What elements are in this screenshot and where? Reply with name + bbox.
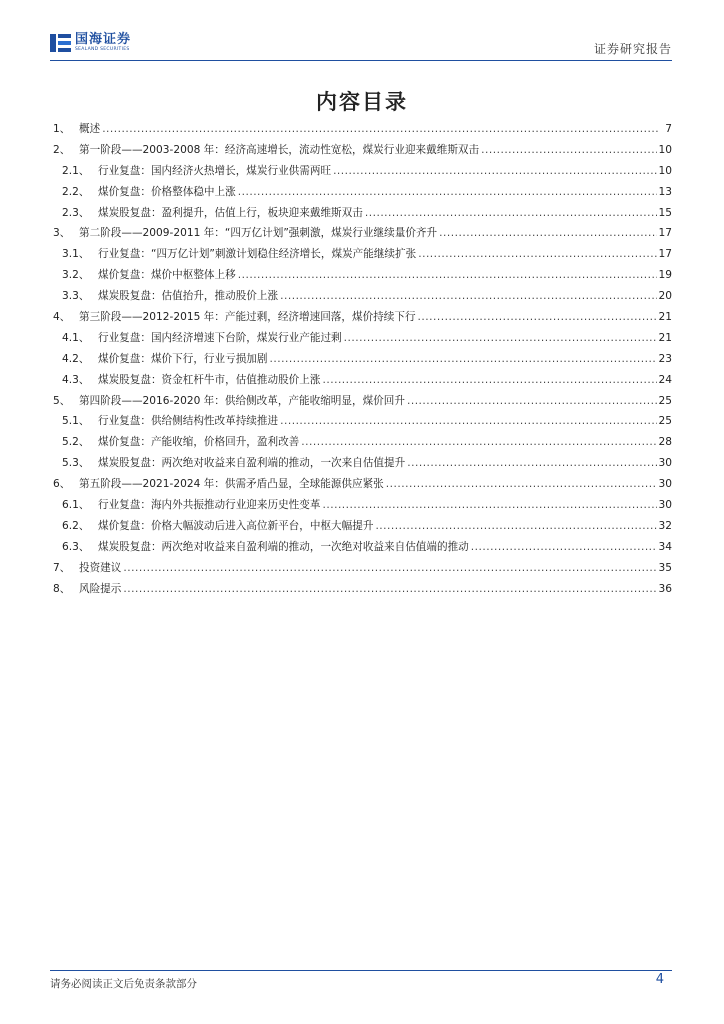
toc-dot-leader: [238, 186, 657, 198]
toc-entry-title: 概述: [79, 123, 101, 135]
toc-entry-page: 21: [658, 331, 672, 344]
toc-entry[interactable]: [53, 267, 672, 288]
toc-entry-number: 3、: [53, 227, 71, 240]
toc-entry[interactable]: [53, 497, 672, 518]
toc-entry-page: 28: [658, 436, 672, 449]
toc-entry-number: 3.3、: [62, 290, 90, 303]
toc-entry-title: 投资建议: [79, 561, 122, 574]
toc-entry-page: 15: [658, 206, 672, 219]
toc-dot-leader: [471, 541, 657, 553]
toc-entry-number: 6.1、: [62, 499, 90, 512]
toc-entry[interactable]: [53, 539, 672, 560]
toc-entry-number: 4、: [53, 311, 71, 324]
toc-entry-title: 第五阶段——2021-2024 年：供需矛盾凸显，全球能源供应紧张: [79, 478, 384, 491]
toc-entry-number: 5.2、: [62, 436, 90, 449]
toc-dot-leader: [333, 165, 656, 177]
toc-entry-title: 第二阶段——2009-2011 年：“四万亿计划”强刺激，煤炭行业继续量价齐升: [79, 227, 438, 240]
toc-title: 内容目录: [316, 90, 408, 114]
toc-entry-number: 6.2、: [62, 519, 90, 532]
toc-entry-page: 32: [658, 519, 672, 532]
toc-dot-leader: [238, 269, 657, 281]
toc-entry-page: 30: [658, 499, 672, 512]
toc-entry-number: 3.2、: [62, 269, 90, 282]
toc-entry[interactable]: [53, 121, 672, 142]
toc-entry[interactable]: [53, 288, 672, 309]
toc-entry-title: 煤价复盘：煤价中枢整体上移: [98, 269, 236, 282]
logo-english-name: SEALAND SECURITIES: [75, 47, 130, 53]
toc-dot-leader: [301, 436, 656, 448]
toc-entry-page: 30: [658, 478, 672, 491]
toc-entry-page: 30: [658, 457, 672, 470]
toc-entry-title: 行业复盘：“四万亿计划”刺激计划稳住经济增长，煤炭产能继续扩张: [98, 248, 417, 261]
toc-entry-number: 8、: [53, 582, 71, 595]
page-header: [50, 28, 672, 60]
toc-entry[interactable]: [53, 163, 672, 184]
toc-dot-leader: [344, 332, 657, 344]
toc-entry-number: 5.1、: [62, 415, 90, 428]
toc-entry-title: 煤价复盘：价格整体稳中上涨: [98, 185, 236, 198]
toc-dot-leader: [407, 395, 657, 407]
toc-entry-title: 行业复盘：供给侧结构性改革持续推进: [98, 415, 279, 428]
toc-entry-page: 17: [658, 227, 672, 240]
toc-entry[interactable]: [53, 455, 672, 476]
toc-entry-page: 17: [658, 248, 672, 261]
toc-dot-leader: [418, 248, 656, 260]
toc-entry[interactable]: [53, 246, 672, 267]
toc-entry[interactable]: [53, 225, 672, 246]
toc-dot-leader: [386, 478, 657, 490]
toc-dot-leader: [322, 374, 656, 386]
toc-entry[interactable]: [53, 518, 672, 539]
toc-entry-number: 4.3、: [62, 373, 90, 386]
toc-entry-number: 2.3、: [62, 206, 90, 219]
toc-entry-page: 23: [658, 352, 672, 365]
toc-entry-page: 25: [658, 415, 672, 428]
toc-dot-leader: [439, 227, 656, 239]
logo-chinese-name: 国海证券: [75, 32, 132, 48]
toc-entry-page: 20: [658, 290, 672, 303]
toc-entry[interactable]: [53, 205, 672, 226]
toc-entry[interactable]: [53, 560, 672, 581]
toc-entry-page: 25: [658, 394, 672, 407]
toc-entry-page: 10: [658, 164, 672, 177]
toc-entry[interactable]: [53, 434, 672, 455]
toc-entry-title: 煤炭股复盘：两次绝对收益来自盈利端的推动，一次来自估值提升: [98, 457, 406, 470]
toc-entry-title: 风险提示: [79, 582, 122, 595]
toc-dot-leader: [418, 311, 657, 323]
toc-dot-leader: [481, 144, 656, 156]
toc-dot-leader: [280, 290, 656, 302]
toc-entry-page: 21: [658, 311, 672, 324]
toc-entry-title: 煤炭股复盘：资金杠杆牛市，估值推动股价上涨: [98, 373, 321, 386]
toc-entry-title: 煤炭股复盘：盈利提升，估值上行，板块迎来戴维斯双击: [98, 206, 363, 219]
toc-entry-page: 10: [658, 143, 672, 156]
logo-mark-icon: [50, 32, 72, 54]
toc-entry-title: 行业复盘：海内外共振推动行业迎来历史性变革: [98, 499, 321, 512]
toc-dot-leader: [375, 520, 656, 532]
toc-entry-number: 4.1、: [62, 331, 90, 344]
toc-entry-title: 第一阶段——2003-2008 年：经济高速增长，流动性宽松，煤炭行业迎来戴维斯双击: [79, 143, 480, 156]
toc-dot-leader: [102, 123, 660, 135]
toc-entry-page: 24: [658, 373, 672, 386]
toc-entry-page: 36: [658, 582, 672, 595]
toc-entry-number: 5.3、: [62, 457, 90, 470]
header-divider: [50, 60, 672, 61]
toc-entry-title: 煤炭股复盘：估值抬升，推动股价上涨: [98, 290, 279, 303]
toc-dot-leader: [270, 353, 657, 365]
toc-dot-leader: [123, 562, 656, 574]
toc-dot-leader: [322, 499, 656, 511]
table-of-contents: [53, 121, 672, 601]
toc-dot-leader: [365, 207, 657, 219]
company-logo: [50, 30, 131, 56]
toc-entry-number: 1、: [53, 123, 71, 135]
toc-entry-number: 6.3、: [62, 540, 90, 553]
toc-entry-number: 2、: [53, 143, 71, 156]
toc-entry-page: 7: [665, 123, 672, 135]
footer-divider: [50, 970, 672, 971]
toc-entry-page: 35: [658, 561, 672, 574]
toc-entry[interactable]: [53, 581, 672, 602]
toc-dot-leader: [123, 583, 656, 595]
toc-entry-title: 煤价复盘：产能收缩，价格回升，盈利改善: [98, 436, 300, 449]
toc-entry-number: 7、: [53, 561, 71, 574]
toc-entry[interactable]: [53, 476, 672, 497]
toc-entry-number: 6、: [53, 478, 71, 491]
toc-dot-leader: [407, 457, 656, 469]
toc-entry-title: 煤价复盘：价格大幅波动后进入高位新平台，中枢大幅提升: [98, 519, 374, 532]
toc-entry[interactable]: [53, 351, 672, 372]
toc-entry-number: 4.2、: [62, 352, 90, 365]
page-number: 4: [655, 972, 664, 987]
toc-dot-leader: [280, 415, 656, 427]
disclaimer-text: 请务必阅读正文后免责条款部分: [50, 978, 197, 990]
toc-entry[interactable]: [53, 184, 672, 205]
toc-entry-number: 3.1、: [62, 248, 90, 261]
toc-entry[interactable]: [53, 393, 672, 414]
toc-entry[interactable]: [53, 372, 672, 393]
toc-entry-page: 34: [658, 540, 672, 553]
toc-entry-title: 行业复盘：国内经济火热增长，煤炭行业供需两旺: [98, 164, 332, 177]
toc-entry-number: 2.2、: [62, 185, 90, 198]
toc-entry-number: 5、: [53, 394, 71, 407]
toc-entry-title: 煤价复盘：煤价下行，行业亏损加剧: [98, 352, 268, 365]
toc-entry[interactable]: [53, 413, 672, 434]
toc-entry[interactable]: [53, 142, 672, 163]
toc-entry-title: 行业复盘：国内经济增速下台阶，煤炭行业产能过剩: [98, 331, 342, 344]
toc-entry-title: 煤炭股复盘：两次绝对收益来自盈利端的推动，一次绝对收益来自估值端的推动: [98, 540, 469, 553]
toc-entry-page: 19: [658, 269, 672, 282]
toc-entry-number: 2.1、: [62, 164, 90, 177]
toc-entry[interactable]: [53, 309, 672, 330]
toc-entry-title: 第四阶段——2016-2020 年：供给侧改革，产能收缩明显，煤价回升: [79, 394, 405, 407]
toc-entry-title: 第三阶段——2012-2015 年：产能过剩，经济增速回落，煤价持续下行: [79, 311, 416, 324]
report-type-label: 证券研究报告: [593, 42, 672, 56]
toc-entry-page: 13: [658, 185, 672, 198]
toc-entry[interactable]: [53, 330, 672, 351]
